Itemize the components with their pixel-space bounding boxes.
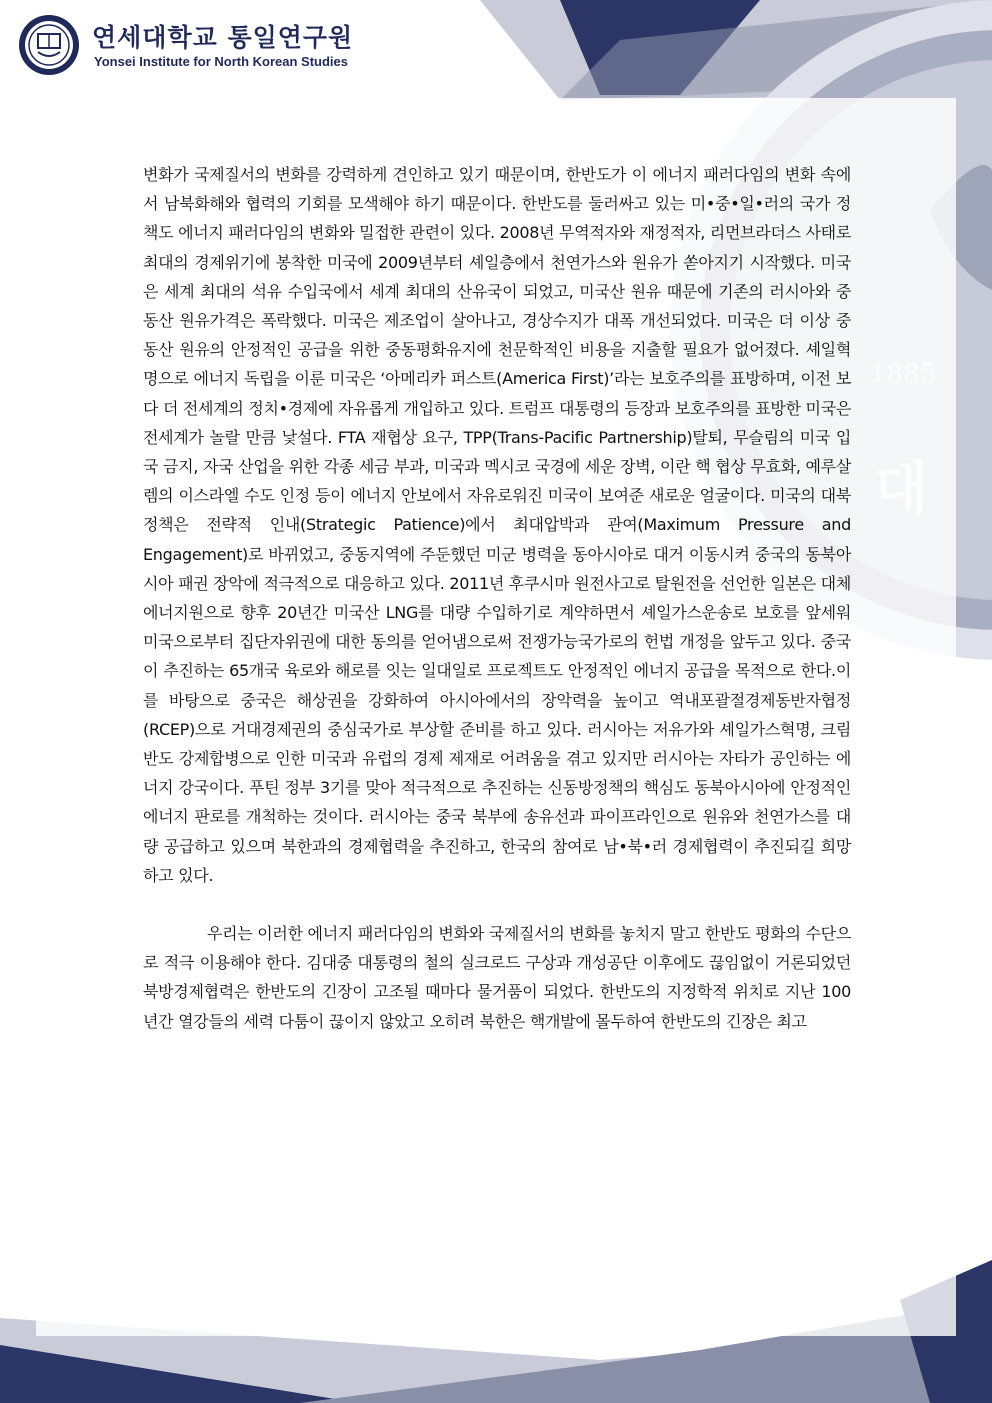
body-paragraph-2: 우리는 이러한 에너지 패러다임의 변화와 국제질서의 변화를 놓치지 말고 한반도 평화의 수단으로 적극 이용해야 한다. 김대중 대통령의 철의 실크로드 구상과 개성공단 이후에도 끊임없이 거론되었던 북방경제협력은 한반도의 긴장이 고조될 때마다 물거품이 되었다. 한반도의 지정학적 위치로 지난 100년간 열강들의 세력 다툼이 끊이지 않았고 오히려 북한은 핵개발에 몰두하여 한반도의 긴장은 최고 [143,924,851,1031]
yonsei-university-seal-icon [18,14,80,76]
institute-name-korean: 연세대학교 통일연구원 [92,23,354,52]
body-paragraph-1: 변화가 국제질서의 변화를 강력하게 견인하고 있기 때문이며, 한반도가 이 에너지 패러다임의 변화 속에서 남북화해와 협력의 기회를 모색해야 하기 때문이다. 한반도를 둘러싸고 있는 미•중•일•러의 국가 정책도 에너지 패러다임의 변화와 밀접한 관련이 있다. 2008년 무역적자와 재정적자, 리먼브라더스 사태로 최대의 경제위기에 봉착한 미국에 2009년부터 셰일층에서 천연가스와 원유가 쏟아지기 시작했다. 미국은 세계 최대의 석유 수입국에서 세계 최대의 산유국이 되었고, 미국산 원유 때문에 기존의 러시아와 중동산 원유가격은 폭락했다. 미국은 제조업이 살아나고, 경상수지가 대폭 개선되었다. 미국은 더 이상 중동산 원유의 안정적인 공급을 위한 중동평화유지에 천문학적인 비용을 지출할 필요가 없어졌다. 셰일혁명으로 에너지 독립을 이룬 미국은 ‘아메리카 퍼스트(America First)’라는 보호주의를 표방하며, 이전 보다 더 전세계의 정치•경제에 자유롭게 개입하고 있다. 트럼프 대통령의 등장과 보호주의를 표방한 미국은 전세계가 놀랄 만큼 낯설다. FTA 재협상 요구, TPP(Trans-Pacific Partnership)탈퇴, 무슬림의 미국 입국 금지, 자국 산업을 위한 각종 세금 부과, 미국과 멕시코 국경에 세운 장벽, 이란 핵 협상 무효화, 예루살렘의 이스라엘 수도 인정 등이 에너지 안보에서 자유로워진 미국이 보여준 새로운 얼굴이다. 미국의 대북정책은 전략적 인내(Strategic Patience)에서 최대압박과 관여(Maximum Pressure and Engagement)로 바뀌었고, 중동지역에 주둔했던 미군 병력을 동아시아로 대거 이동시켜 중국의 동북아시아 패권 장악에 적극적으로 대응하고 있다. 2011년 후쿠시마 원전사고로 탈원전을 선언한 일본은 대체에너지원으로 향후 20년간 미국산 LNG를 대량 수입하기로 계약하면서 셰일가스운송로 보호를 앞세워 미국으로부터 집단자위권에 대한 동의를 얻어냄으로써 전쟁가능국가로의 헌법 개정을 앞두고 있다. 중국이 추진하는 65개국 육로와 해로를 잇는 일대일로 프로젝트도 안정적인 에너지 공급을 목적으로 한다.이를 바탕으로 중국은 해상권을 강화하여 아시아에서의 장악력을 높이고 역내포괄절경제동반자협정(RCEP)으로 거대경제권의 중심국가로 부상할 준비를 하고 있다. 러시아는 저유가와 셰일가스혁명, 크림반도 강제합병으로 인한 미국과 유럽의 경제 제재로 어려움을 겪고 있지만 러시아는 자타가 공인하는 에너지 강국이다. 푸틴 정부 3기를 맞아 적극적으로 추진하는 신동방정책의 핵심도 동북아시아에 안정적인 에너지 판로를 개척하는 것이다. 러시아는 중국 북부에 송유선과 파이프라인으로 원유와 천연가스를 대량 공급하고 있으며 북한과의 경제협력을 추진하고, 한국의 참여로 남•북•러 경제협력이 추진되길 희망하고 있다. [143,165,851,885]
watermark-year: 1885 [870,359,937,389]
watermark-character: 대 [874,457,929,522]
document-body [143,160,851,1036]
institute-name-english: Yonsei Institute for North Korean Studies [94,54,349,69]
page-header [0,0,992,92]
